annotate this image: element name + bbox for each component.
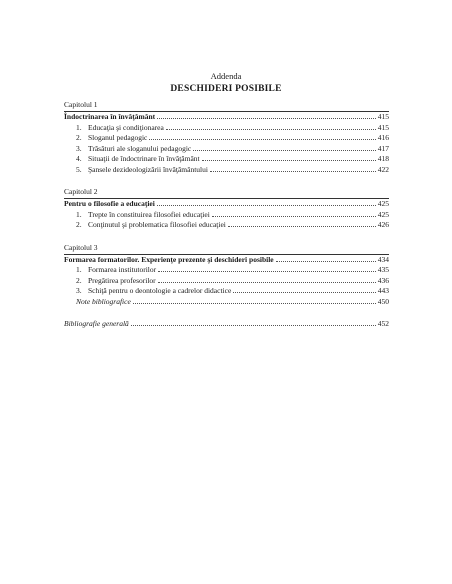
entry-number: 5. [76, 164, 82, 174]
entry-number: 4. [76, 154, 82, 163]
chapter-3-title-row[interactable] [64, 255, 389, 266]
page-number: 425 [377, 209, 389, 219]
chapter-title: Pentru o filosofie a educaţiei [64, 199, 155, 208]
page-number: 436 [377, 275, 389, 285]
page-number: 416 [377, 133, 389, 142]
chapter-title: Formarea formatorilor. Experienţe prezente şi deschideri posibile [64, 254, 274, 264]
page-number: 443 [377, 286, 389, 295]
dot-leader [157, 112, 376, 119]
entry-number: 3. [76, 286, 82, 295]
entry-number: 1. [76, 265, 82, 274]
entry-title: Note bibliografice [76, 296, 131, 306]
page-number: 422 [377, 164, 389, 174]
entry-number: 2. [76, 133, 82, 142]
dot-leader [157, 199, 376, 206]
dot-leader [212, 210, 376, 217]
toc-entry[interactable] [64, 154, 389, 165]
dot-leader [233, 286, 375, 293]
entry-number: 3. [76, 143, 82, 153]
toc-entry[interactable] [64, 220, 389, 231]
chapter-3-label: Capitolul 3 [64, 243, 389, 255]
dot-leader [158, 276, 376, 283]
dot-leader [202, 154, 376, 161]
toc-entry[interactable] [64, 123, 389, 134]
table-of-contents [64, 100, 389, 330]
dot-leader [193, 144, 376, 151]
entry-title: Trăsături ale sloganului pedagogic [88, 143, 192, 153]
chapter-2-label: Capitolul 2 [64, 187, 389, 199]
chapter-1-label: Capitolul 1 [64, 100, 389, 112]
dot-leader [210, 165, 376, 172]
entry-title: Sloganul pedagogic [88, 133, 148, 142]
addenda-label: Addenda [210, 71, 242, 81]
entry-number: 2. [76, 220, 82, 229]
entry-title: Situaţii de îndoctrinare în învăţământ [88, 154, 200, 163]
entry-title: Formarea institutorilor [88, 265, 157, 274]
toc-entry[interactable] [64, 144, 389, 155]
notes-entry[interactable] [64, 297, 389, 308]
toc-entry[interactable] [64, 286, 389, 297]
entry-title: Pregătirea profesorilor [88, 275, 156, 285]
entry-title: Educaţia şi condiţionarea [88, 122, 164, 132]
page-number: 435 [377, 265, 389, 274]
entry-number: 2. [76, 275, 82, 285]
dot-leader [228, 220, 376, 227]
page-number: 425 [377, 199, 389, 208]
entry-number: 1. [76, 122, 82, 132]
chapter-2-title-row[interactable] [64, 199, 389, 210]
page-number: 417 [377, 143, 389, 153]
dot-leader [131, 319, 376, 326]
page-number: 426 [377, 220, 389, 229]
page-title: DESCHIDERI POSIBILE [170, 84, 282, 94]
page-number: 434 [377, 254, 389, 264]
bibliography-entry[interactable] [64, 319, 389, 330]
toc-entry[interactable] [64, 276, 389, 287]
toc-entry[interactable] [64, 265, 389, 276]
toc-entry[interactable] [64, 210, 389, 221]
dot-leader [149, 133, 375, 140]
page-number: 415 [377, 122, 389, 132]
dot-leader [133, 297, 376, 304]
page-number: 418 [377, 154, 389, 163]
chapter-1-title-row[interactable] [64, 112, 389, 123]
dot-leader [276, 255, 376, 262]
entry-title: Bibliografie generală [64, 319, 129, 328]
entry-title: Trepte în constituirea filosofiei educaţiei [88, 209, 210, 219]
toc-entry[interactable] [64, 133, 389, 144]
entry-title: Schiţă pentru o deontologie a cadrelor didactice [88, 286, 232, 295]
entry-number: 1. [76, 209, 82, 219]
chapter-title: Îndoctrinarea în învăţământ [64, 112, 156, 121]
page-number: 450 [377, 296, 389, 306]
page-number: 415 [377, 112, 389, 121]
entry-title: Şansele dezideologizării învăţământului [88, 164, 208, 174]
dot-leader [166, 123, 376, 130]
dot-leader [158, 265, 376, 272]
page-number: 452 [377, 319, 389, 328]
entry-title: Conţinutul şi problematica filosofiei educaţiei [88, 220, 226, 229]
toc-entry[interactable] [64, 165, 389, 176]
